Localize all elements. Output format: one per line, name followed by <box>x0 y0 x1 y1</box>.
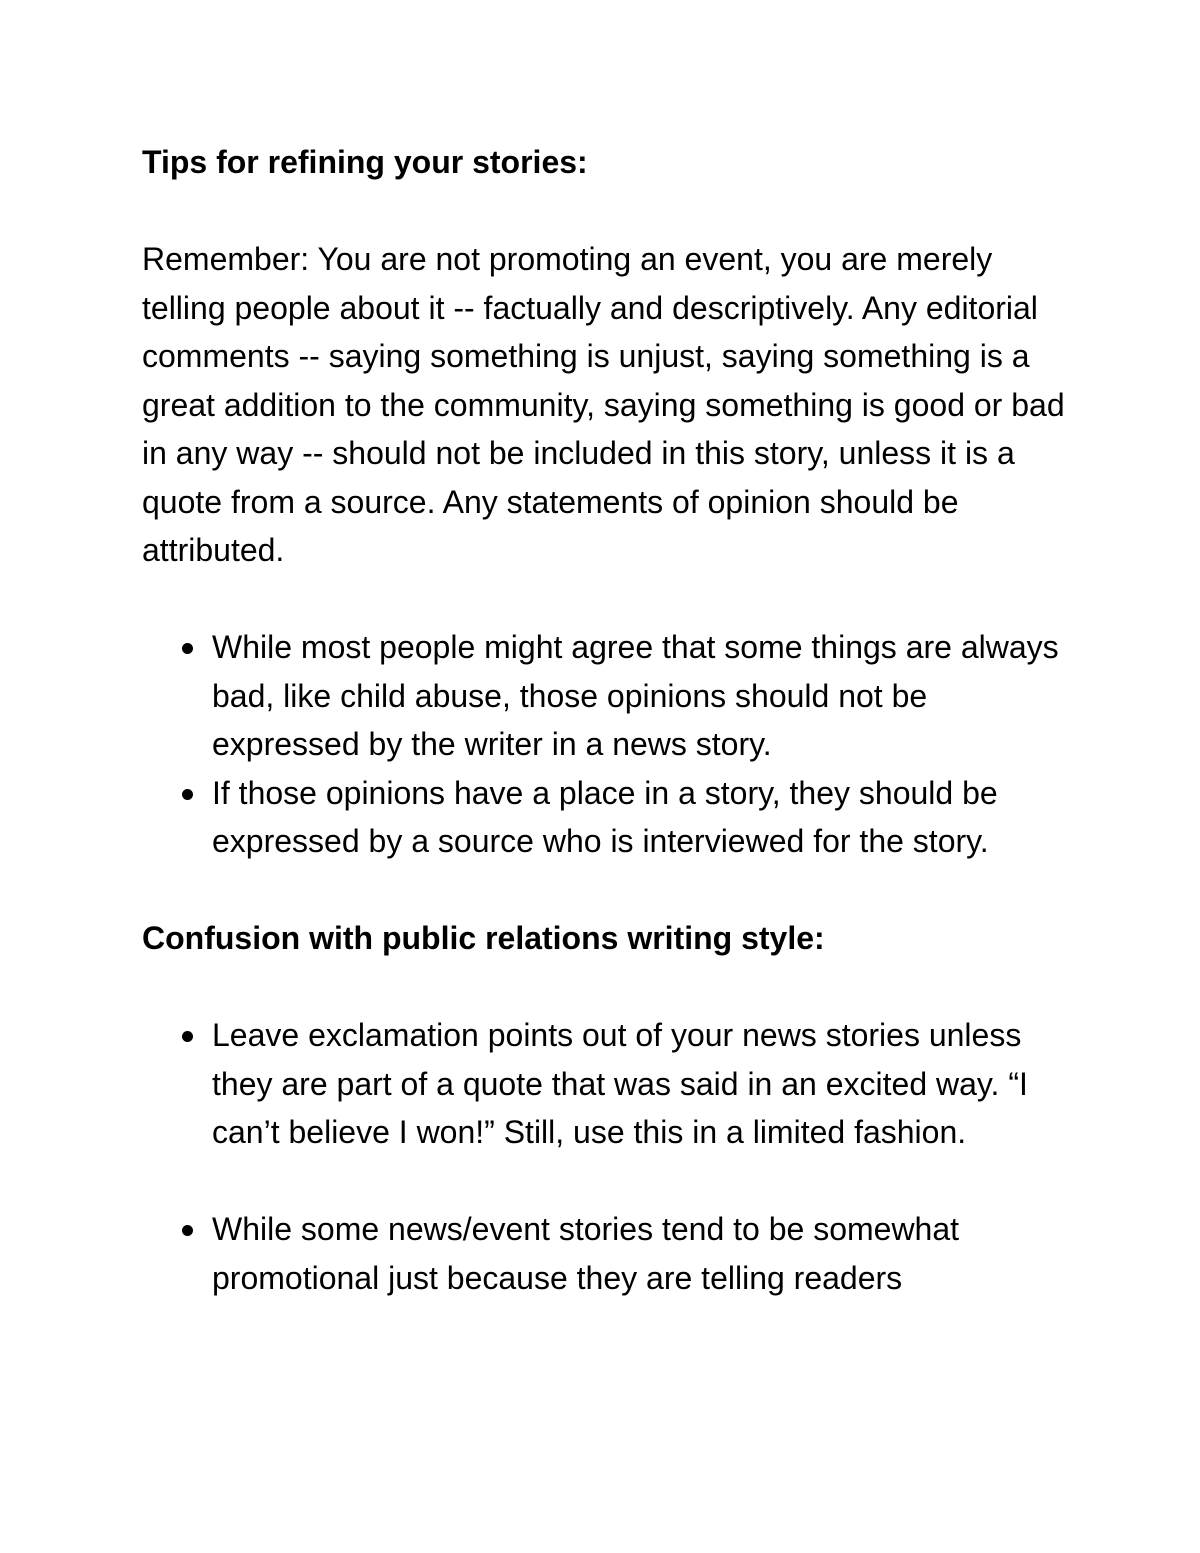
bullet-icon <box>182 643 193 654</box>
spacer <box>142 575 1072 624</box>
list-item-text: While most people might agree that some things are always bad, like child abuse, those opinions should not be expressed by the writer in a news story. <box>212 629 1059 762</box>
list-item-text: If those opinions have a place in a story, they should be expressed by a source who is interviewed for the story. <box>212 774 998 859</box>
pr-bullet-list <box>142 1011 1072 1157</box>
list-item <box>142 1011 1072 1157</box>
bullet-icon <box>182 1225 193 1236</box>
list-item <box>142 1205 1072 1302</box>
intro-paragraph: Remember: You are not promoting an event, you are merely telling people about it -- factually and descriptively. Any editorial comments -- saying something is unjust, saying something is a great addition to the community, saying something is good or bad in any way -- should not be included in this story, unless it is a quote from a source. Any statements of opinion should be attributed. <box>142 241 1065 568</box>
spacer <box>142 1157 1072 1206</box>
list-item <box>142 623 1072 769</box>
section-heading-tips: Tips for refining your stories: <box>142 144 588 180</box>
pr-bullet-list-continued <box>142 1205 1072 1302</box>
bullet-icon <box>182 789 193 800</box>
section-heading-pr-confusion: Confusion with public relations writing style: <box>142 920 825 956</box>
document-body <box>142 138 1072 1302</box>
bullet-icon <box>182 1031 193 1042</box>
list-item-text: While some news/event stories tend to be somewhat promotional just because they are telling readers <box>212 1211 960 1296</box>
list-item-text: Leave exclamation points out of your news stories unless they are part of a quote that was said in an excited way. “I can’t believe I won!” Still, use this in a limited fashion. <box>212 1017 1028 1150</box>
spacer <box>142 187 1072 236</box>
tips-bullet-list <box>142 623 1072 866</box>
spacer <box>142 866 1072 915</box>
list-item <box>142 769 1072 866</box>
spacer <box>142 963 1072 1012</box>
